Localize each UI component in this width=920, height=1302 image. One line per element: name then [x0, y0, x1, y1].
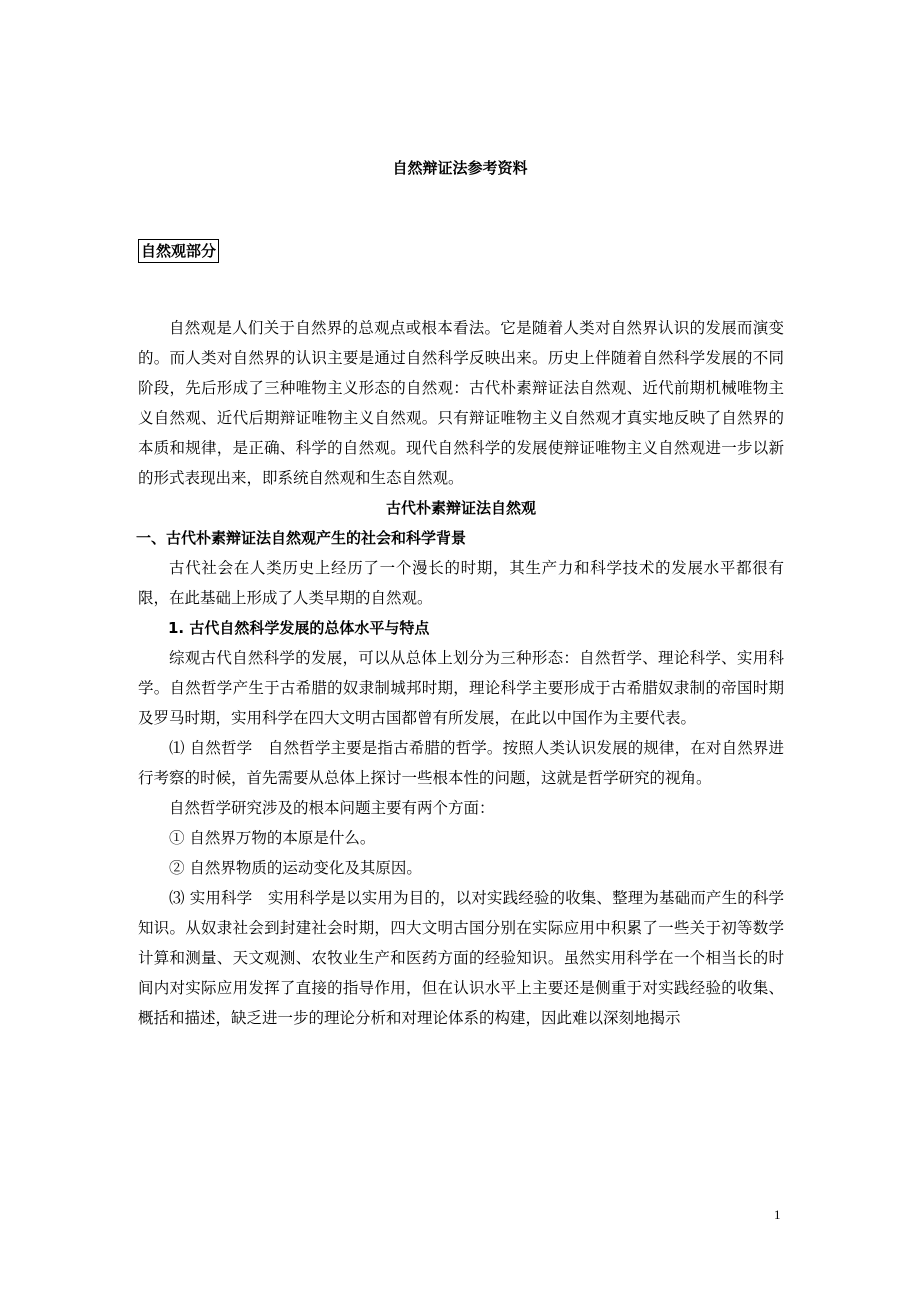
paragraph-overview: 综观古代自然科学的发展，可以从总体上划分为三种形态：自然哲学、理论科学、实用科学。自然哲学产生于古希腊的奴隶制城邦时期，理论科学主要形成于古希腊奴隶制的帝国时期及罗马时期，实用科学在四大文明古国都曾有所发展，在此以中国作为主要代表。 [138, 649, 784, 727]
heading-level-2: 1. 古代自然科学发展的总体水平与特点 [168, 619, 430, 637]
page-number: 1 [774, 1207, 781, 1222]
list-item-1: ① 自然界万物的本原是什么。 [169, 829, 376, 847]
document-title: 自然辩证法参考资料 [392, 159, 528, 177]
paragraph-ancient-society: 古代社会在人类历史上经历了一个漫长的时期，其生产力和科学技术的发展水平都很有限，在此基础上形成了人类早期的自然观。 [138, 559, 784, 607]
paragraph-applied-science: ⑶ 实用科学 实用科学是以实用为目的，以对实践经验的收集、整理为基础而产生的科学知识。从奴隶社会到封建社会时期，四大文明古国分别在实际应用中积累了一些关于初等数学计算和测量、天文观测、农牧业生产和医药方面的经验知识。虽然实用科学在一个相当长的时间内对实际应用发挥了直接的指导作用，但在认识水平上主要还是侧重于对实践经验的收集、概括和描述，缺乏进一步的理论分析和对理论体系的构建，因此难以深刻地揭示 [138, 889, 784, 1027]
intro-paragraph: 自然观是人们关于自然界的总观点或根本看法。它是随着人类对自然界认识的发展而演变的。而人类对自然界的认识主要是通过自然科学反映出来。历史上伴随着自然科学发展的不同阶段，先后形成了三种唯物主义形态的自然观：古代朴素辩证法自然观、近代前期机械唯物主义自然观、近代后期辩证唯物主义自然观。只有辩证唯物主义自然观才真实地反映了自然界的本质和规律，是正确、科学的自然观。现代自然科学的发展使辩证唯物主义自然观进一步以新的形式表现出来，即系统自然观和生态自然观。 [138, 319, 784, 487]
paragraph-natural-philosophy: ⑴ 自然哲学 自然哲学主要是指古希腊的哲学。按照人类认识发展的规律，在对自然界进行考察的时候，首先需要从总体上探讨一些根本性的问题，这就是哲学研究的视角。 [138, 739, 784, 787]
section-label-box: 自然观部分 [138, 239, 219, 263]
list-item-2: ② 自然界物质的运动变化及其原因。 [169, 859, 422, 877]
document-body [138, 313, 784, 1033]
paragraph-questions: 自然哲学研究涉及的根本问题主要有两个方面： [169, 799, 495, 817]
chapter-heading: 古代朴素辩证法自然观 [385, 499, 536, 517]
heading-level-1: 一、古代朴素辩证法自然观产生的社会和科学背景 [136, 529, 467, 547]
